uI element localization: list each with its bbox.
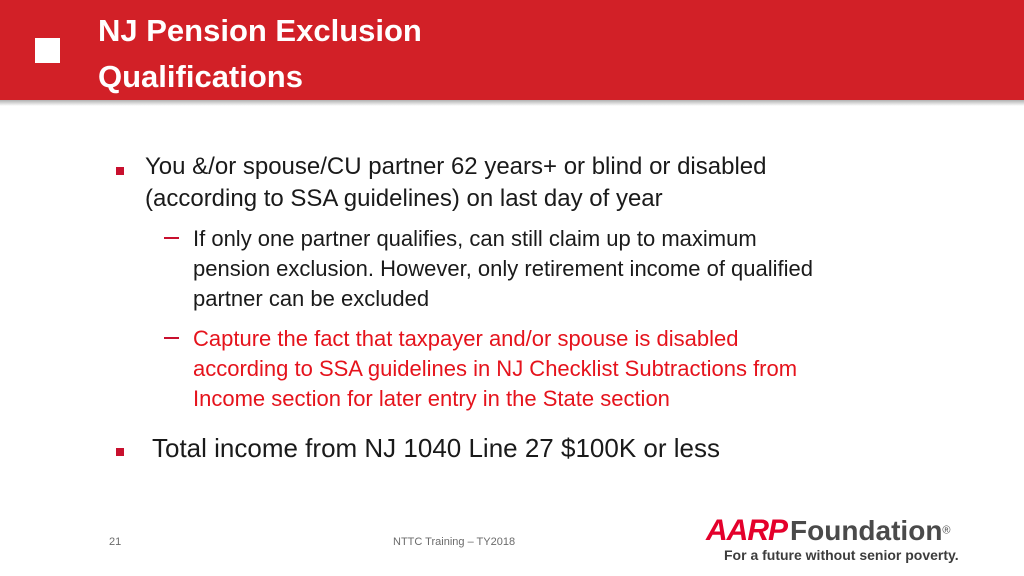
sub-bullet-1-line-3: partner can be excluded: [193, 286, 430, 311]
sub-bullet-2-text: [193, 324, 953, 414]
bullet-1-text: [145, 151, 925, 215]
title-square-icon: [35, 38, 60, 63]
aarp-foundation-logo: [706, 514, 986, 570]
sub-bullet-1-line-2: pension exclusion. However, only retirement income of qualified: [193, 256, 813, 281]
bullet-1-line-1: You &/or spouse/CU partner 62 years+ or blind or disabled: [145, 153, 767, 180]
bullet-square-icon: [116, 167, 124, 175]
sub-bullet-2-line-3: Income section for later entry in the State section: [193, 386, 670, 411]
slide-title: [98, 8, 698, 100]
logo-wordmark: [706, 514, 951, 548]
sub-bullet-1-line-1: If only one partner qualifies, can still claim up to maximum: [193, 226, 757, 251]
sub-bullet-dash-icon: [164, 237, 179, 239]
sub-bullet-dash-icon: [164, 337, 179, 339]
sub-bullet-2-line-2: according to SSA guidelines in NJ Checklist Subtractions from: [193, 356, 798, 381]
slide-title-line-1: NJ Pension Exclusion: [98, 13, 422, 48]
slide-title-line-2: Qualifications: [98, 59, 303, 94]
logo-trademark: ®: [942, 524, 951, 537]
logo-name: Foundation: [790, 515, 943, 546]
title-bar-shadow: [0, 100, 1024, 106]
bullet-square-icon: [116, 448, 124, 456]
bullet-1-line-2: (according to SSA guidelines) on last day of year: [145, 185, 663, 212]
page-number: 21: [109, 536, 122, 548]
bullet-2-text: Total income from NJ 1040 Line 27 $100K or less: [152, 433, 720, 463]
logo-brand: AARP: [706, 514, 788, 547]
logo-tagline: For a future without senior poverty.: [724, 547, 959, 563]
sub-bullet-2-line-1: Capture the fact that taxpayer and/or spouse is disabled: [193, 326, 739, 351]
footer-text: NTTC Training – TY2018: [393, 536, 516, 548]
sub-bullet-1-text: [193, 224, 953, 314]
